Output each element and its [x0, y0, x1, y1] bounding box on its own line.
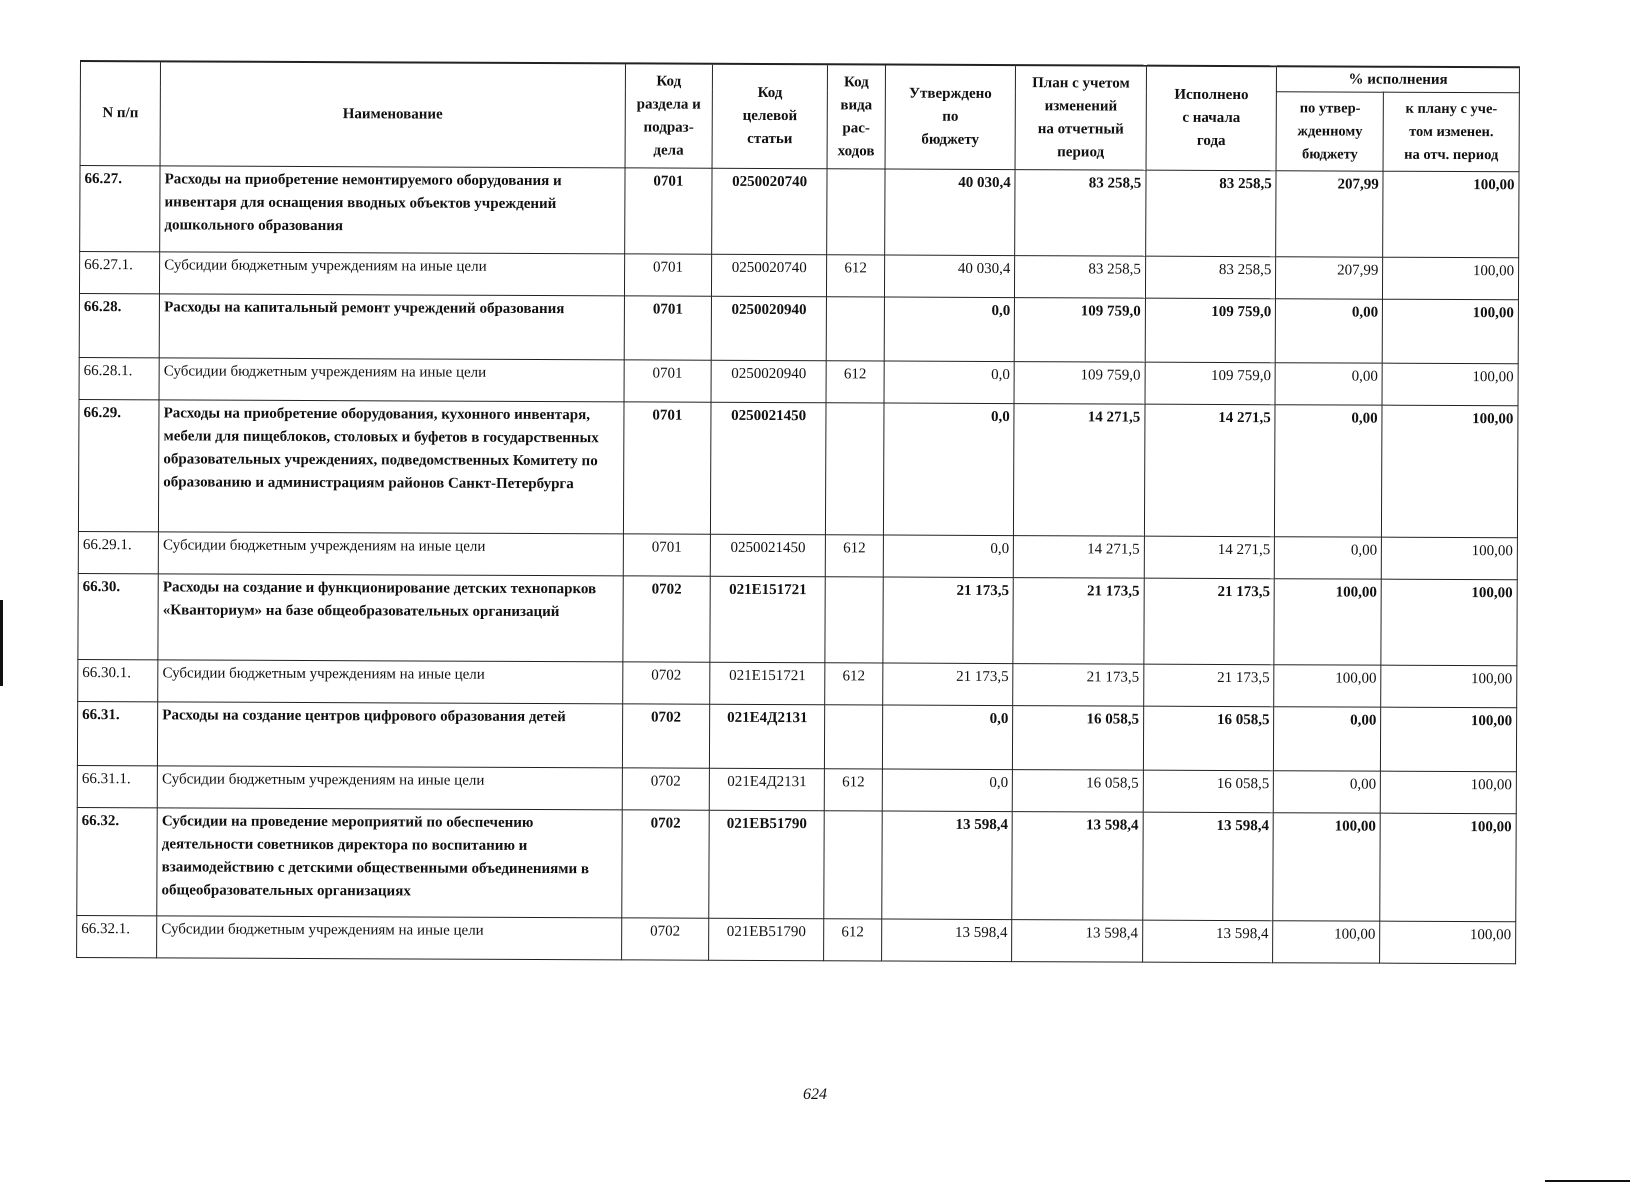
header-line: Код: [757, 84, 783, 102]
table-row: [79, 357, 1518, 405]
cell-utv: 21 173,5: [883, 577, 1014, 664]
cell-pct-budget: 207,99: [1276, 171, 1383, 257]
header-line: года: [1196, 132, 1226, 149]
cell-vid: [826, 403, 884, 535]
cell-name: Расходы на создание центров цифрового образования детей: [158, 702, 623, 768]
cell-vid: 612: [826, 361, 884, 403]
header-line: рас-: [842, 119, 870, 136]
cell-razdel: 0701: [624, 296, 712, 360]
cell-pct-plan: 100,00: [1380, 921, 1516, 964]
cell-tselevoi: 021E151721: [710, 662, 825, 705]
cell-np: 66.27.: [80, 166, 161, 252]
cell-pct-plan: 100,00: [1383, 171, 1519, 258]
cell-isp: 21 173,5: [1144, 664, 1275, 707]
cell-vid: 612: [825, 535, 883, 577]
cell-plan: 21 173,5: [1013, 578, 1144, 665]
page-number: 624: [803, 1086, 827, 1103]
cell-pct-budget: 0,00: [1275, 405, 1382, 537]
cell-plan: 13 598,4: [1012, 920, 1143, 963]
cell-pct-budget: 100,00: [1274, 579, 1381, 665]
table-row: [77, 915, 1516, 963]
header-line: к плану с уче-: [1405, 100, 1498, 117]
cell-pct-budget: 100,00: [1274, 665, 1381, 707]
header-line: бюджету: [1301, 145, 1358, 163]
cell-np: 66.28.: [79, 293, 159, 357]
cell-isp: 16 058,5: [1143, 706, 1274, 771]
header-line: подраз-: [643, 118, 694, 136]
header-line: вида: [840, 96, 873, 113]
cell-name: Субсидии бюджетным учреждениям на иные цели: [158, 532, 623, 576]
cell-plan: 16 058,5: [1013, 770, 1144, 813]
cell-pct-plan: 100,00: [1381, 537, 1517, 580]
cell-razdel: 0702: [623, 576, 711, 662]
cell-isp: 13 598,4: [1142, 920, 1273, 963]
cell-utv: 0,0: [884, 361, 1015, 404]
cell-isp: 109 759,0: [1145, 362, 1276, 405]
cell-plan: 109 759,0: [1014, 362, 1145, 405]
cell-np: 66.28.1.: [79, 357, 159, 399]
header-line: Код: [656, 73, 682, 90]
cell-pct-budget: 0,00: [1275, 537, 1382, 579]
cell-vid: 612: [825, 663, 883, 705]
table-row: [78, 659, 1517, 707]
cell-np: 66.29.1.: [78, 531, 158, 573]
cell-vid: [825, 577, 883, 663]
cell-razdel: 0702: [622, 768, 710, 810]
cell-isp: 14 271,5: [1144, 536, 1275, 579]
cell-isp: 13 598,4: [1143, 812, 1274, 921]
cell-pct-plan: 100,00: [1381, 665, 1517, 708]
col-header-np: N п/п: [80, 61, 161, 166]
cell-isp: 83 258,5: [1145, 170, 1276, 257]
cell-utv: 13 598,4: [881, 919, 1012, 962]
cell-razdel: 0702: [622, 704, 710, 768]
col-header-plan: [1015, 65, 1146, 170]
cell-tselevoi: 0250020740: [712, 254, 827, 297]
cell-np: 66.27.1.: [79, 252, 159, 294]
header-line: Утверждено: [908, 85, 992, 102]
cell-name: Субсидии бюджетным учреждениям на иные цели: [158, 660, 623, 704]
header-line: ходов: [837, 142, 875, 159]
cell-isp: 21 173,5: [1144, 578, 1275, 665]
cell-pct-plan: 100,00: [1382, 405, 1518, 538]
cell-vid: 612: [827, 255, 885, 297]
table-row: [78, 531, 1517, 579]
table-row: [79, 293, 1518, 363]
scan-edge-mark: [1545, 1180, 1630, 1182]
cell-isp: 14 271,5: [1144, 404, 1275, 537]
cell-plan: 83 258,5: [1015, 170, 1146, 257]
header-line: период: [1057, 143, 1105, 160]
cell-isp: 83 258,5: [1145, 256, 1276, 299]
header-line: статьи: [747, 130, 793, 148]
col-header-name: Наименование: [160, 61, 625, 168]
cell-utv: 40 030,4: [884, 169, 1015, 256]
cell-plan: 21 173,5: [1013, 664, 1144, 707]
header-row: [80, 61, 1519, 93]
header-line: раздела и: [636, 95, 701, 113]
table-row: [80, 166, 1519, 258]
cell-pct-plan: 100,00: [1381, 579, 1517, 666]
cell-pct-budget: 100,00: [1273, 813, 1380, 921]
cell-name: Субсидии на проведение мероприятий по обеспечению деятельности советников директора по воспитанию и взаимодействию с детскими общественными объединениями в общеобразовательных организациях: [157, 808, 622, 918]
cell-razdel: 0702: [621, 918, 709, 960]
budget-table: [76, 60, 1520, 964]
cell-np: 66.30.1.: [78, 659, 158, 701]
table-row: [78, 399, 1518, 537]
cell-pct-plan: 100,00: [1383, 257, 1519, 300]
cell-vid: [826, 297, 884, 361]
header-line: изменений: [1044, 97, 1118, 115]
header-line: по утвер-: [1299, 99, 1361, 117]
budget-sheet: [76, 60, 1520, 964]
cell-plan: 16 058,5: [1013, 706, 1144, 771]
cell-pct-plan: 100,00: [1381, 707, 1517, 772]
cell-vid: [827, 169, 885, 255]
col-header-razdel: [625, 63, 713, 168]
col-header-utv: [885, 65, 1016, 170]
cell-pct-budget: 0,00: [1274, 771, 1381, 813]
cell-tselevoi: 021EB51790: [709, 810, 825, 919]
header-line: на отчетный: [1037, 120, 1124, 138]
cell-razdel: 0702: [622, 662, 710, 704]
cell-utv: 0,0: [882, 705, 1013, 770]
col-header-pct-budget: [1276, 92, 1383, 171]
cell-plan: 13 598,4: [1012, 812, 1143, 921]
header-line: том изменен.: [1409, 123, 1494, 140]
cell-name: Расходы на капитальный ремонт учреждений образования: [159, 294, 624, 360]
cell-np: 66.32.: [77, 807, 158, 915]
cell-razdel: 0701: [624, 254, 712, 296]
col-header-isp: [1146, 66, 1277, 171]
cell-pct-budget: 0,00: [1275, 363, 1382, 405]
cell-tselevoi: 0250021450: [710, 534, 825, 577]
col-header-pct-plan: [1383, 92, 1519, 172]
header-line: целевой: [742, 107, 798, 125]
cell-plan: 83 258,5: [1015, 256, 1146, 299]
cell-plan: 14 271,5: [1014, 536, 1145, 579]
cell-name: Субсидии бюджетным учреждениям на иные цели: [159, 358, 624, 402]
cell-tselevoi: 0250020940: [711, 296, 826, 361]
header-line: Исполнено: [1174, 86, 1249, 104]
cell-name: Расходы на приобретение немонтируемого оборудования и инвентаря для оснащения вводных объектов учреждений дошкольного образования: [160, 166, 625, 254]
cell-name: Субсидии бюджетным учреждениям на иные цели: [160, 252, 625, 296]
cell-vid: [825, 705, 883, 769]
cell-utv: 0,0: [884, 297, 1015, 362]
cell-tselevoi: 021E151721: [710, 576, 825, 663]
header-line: по: [942, 108, 959, 125]
header-line: жденному: [1297, 122, 1363, 140]
cell-np: 66.31.1.: [77, 765, 157, 807]
header-line: на отч. период: [1404, 146, 1499, 163]
cell-utv: 40 030,4: [884, 255, 1015, 298]
header-line: Код: [843, 73, 869, 90]
cell-razdel: 0701: [623, 534, 711, 576]
header-line: с начала: [1182, 109, 1241, 127]
col-header-tselevoi: [712, 64, 828, 169]
cell-pct-plan: 100,00: [1380, 771, 1516, 814]
cell-utv: 0,0: [882, 769, 1013, 812]
scan-edge-mark: [0, 600, 3, 686]
cell-np: 66.32.1.: [77, 915, 157, 957]
cell-name: Расходы на приобретение оборудования, кухонного инвентаря, мебели для пищеблоков, столовых и буфетов в государственных образовательных учреждениях, подведомственных Комитету по образованию и администрациям районов Санкт-Петербурга: [159, 400, 624, 534]
cell-vid: 612: [824, 919, 882, 961]
cell-utv: 13 598,4: [882, 811, 1013, 920]
cell-isp: 16 058,5: [1143, 770, 1274, 813]
cell-name: Субсидии бюджетным учреждениям на иные цели: [157, 916, 622, 960]
cell-np: 66.30.: [78, 573, 159, 659]
cell-razdel: 0701: [624, 360, 712, 402]
col-header-vid: [827, 64, 885, 169]
header-line: бюджету: [921, 131, 980, 148]
col-header-pct-group: % исполнения: [1277, 66, 1520, 93]
table-row: [77, 807, 1516, 921]
cell-pct-budget: 100,00: [1273, 921, 1380, 963]
cell-pct-plan: 100,00: [1382, 299, 1518, 364]
cell-vid: 612: [824, 769, 882, 811]
table-row: [77, 701, 1516, 771]
cell-razdel: 0702: [622, 810, 710, 918]
table-row: [79, 252, 1518, 300]
cell-utv: 0,0: [883, 403, 1014, 536]
cell-utv: 0,0: [883, 535, 1014, 578]
cell-pct-plan: 100,00: [1380, 813, 1516, 922]
cell-name: Субсидии бюджетным учреждениям на иные цели: [157, 766, 622, 810]
cell-name: Расходы на создание и функционирование детских технопарков «Кванториум» на базе общеобразовательных организаций: [158, 574, 623, 662]
table-body: [77, 166, 1519, 964]
cell-tselevoi: 021E4Д2131: [710, 704, 825, 769]
table-row: [78, 573, 1517, 665]
table-row: [77, 765, 1516, 813]
cell-pct-budget: 0,00: [1274, 707, 1381, 771]
cell-utv: 21 173,5: [882, 663, 1013, 706]
cell-np: 66.29.: [78, 399, 159, 531]
cell-razdel: 0701: [624, 168, 712, 254]
cell-tselevoi: 0250021450: [711, 402, 827, 535]
header-line: дела: [653, 142, 684, 159]
cell-plan: 109 759,0: [1014, 298, 1145, 363]
cell-tselevoi: 021E4Д2131: [709, 768, 824, 811]
cell-razdel: 0701: [623, 402, 711, 534]
cell-tselevoi: 021EB51790: [709, 918, 824, 961]
cell-plan: 14 271,5: [1014, 404, 1145, 537]
header-line: План с учетом: [1032, 74, 1130, 92]
cell-tselevoi: 0250020940: [711, 360, 826, 403]
cell-tselevoi: 0250020740: [712, 168, 827, 255]
cell-isp: 109 759,0: [1145, 298, 1276, 363]
cell-np: 66.31.: [77, 701, 157, 765]
cell-vid: [824, 811, 882, 919]
cell-pct-plan: 100,00: [1382, 363, 1518, 406]
cell-pct-budget: 207,99: [1276, 257, 1383, 299]
cell-pct-budget: 0,00: [1276, 299, 1383, 363]
